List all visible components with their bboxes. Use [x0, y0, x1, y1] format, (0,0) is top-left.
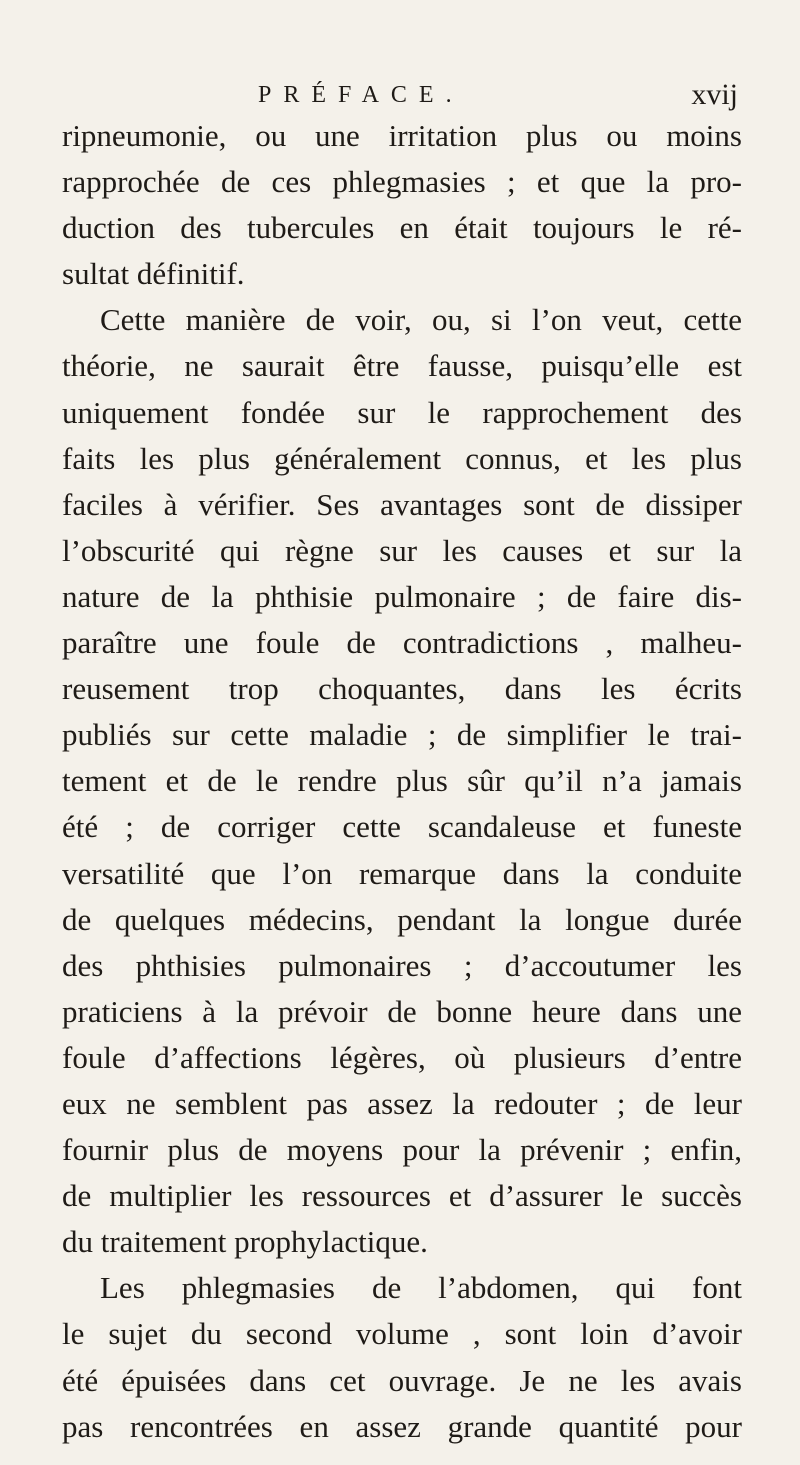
text-line: Les phlegmasies de l’abdomen, qui font [100, 1270, 742, 1306]
text-line: rapprochée de ces phlegmasies ; et que la pro- [62, 164, 742, 200]
text-line: de multiplier les ressources et d’assurer le succès [62, 1178, 742, 1214]
text-line: tement et de le rendre plus sûr qu’il n’a jamais [62, 763, 742, 799]
text-line: des phthisies pulmonaires ; d’accoutumer les [62, 947, 742, 983]
text-line: praticiens à la prévoir de bonne heure dans une [62, 993, 742, 1029]
text-line: l’obscurité qui règne sur les causes et sur la [62, 532, 742, 568]
text-line: eux ne semblent pas assez la redouter ; de leur [62, 1085, 742, 1121]
text-line: nature de la phthisie pulmonaire ; de faire dis- [62, 578, 742, 614]
text-line: été ; de corriger cette scandaleuse et funeste [62, 809, 742, 845]
running-title: PRÉFACE. [258, 82, 464, 108]
text-line: versatilité que l’on remarque dans la conduite [62, 855, 742, 891]
text-line: faciles à vérifier. Ses avantages sont de dissiper [62, 486, 742, 522]
body-text [62, 113, 742, 1450]
text-line: paraître une foule de contradictions , malheu- [62, 625, 742, 661]
text-line: de quelques médecins, pendant la longue durée [62, 901, 742, 937]
text-line: été épuisées dans cet ouvrage. Je ne les avais [62, 1362, 742, 1398]
text-line: duction des tubercules en était toujours le ré- [62, 210, 742, 246]
text-line: publiés sur cette maladie ; de simplifier le trai- [62, 717, 742, 753]
text-line: fournir plus de moyens pour la prévenir ; enfin, [62, 1132, 742, 1168]
page-number: xvij [691, 78, 738, 111]
text-line: uniquement fondée sur le rapprochement des [62, 394, 742, 430]
text-line: du traitement prophylactique. [62, 1224, 428, 1260]
text-line: pas rencontrées en assez grande quantité pour [62, 1408, 742, 1444]
text-line: théorie, ne saurait être fausse, puisqu’elle est [62, 348, 742, 384]
text-line: faits les plus généralement connus, et les plus [62, 440, 742, 476]
text-line: reusement trop choquantes, dans les écrits [62, 671, 742, 707]
text-line: sultat définitif. [62, 256, 245, 292]
page-header [258, 78, 738, 112]
text-line: Cette manière de voir, ou, si l’on veut, cette [100, 302, 742, 338]
text-line: ripneumonie, ou une irritation plus ou moins [62, 118, 742, 153]
text-line: le sujet du second volume , sont loin d’avoir [62, 1316, 742, 1352]
text-line: foule d’affections légères, où plusieurs d’entre [62, 1039, 742, 1075]
